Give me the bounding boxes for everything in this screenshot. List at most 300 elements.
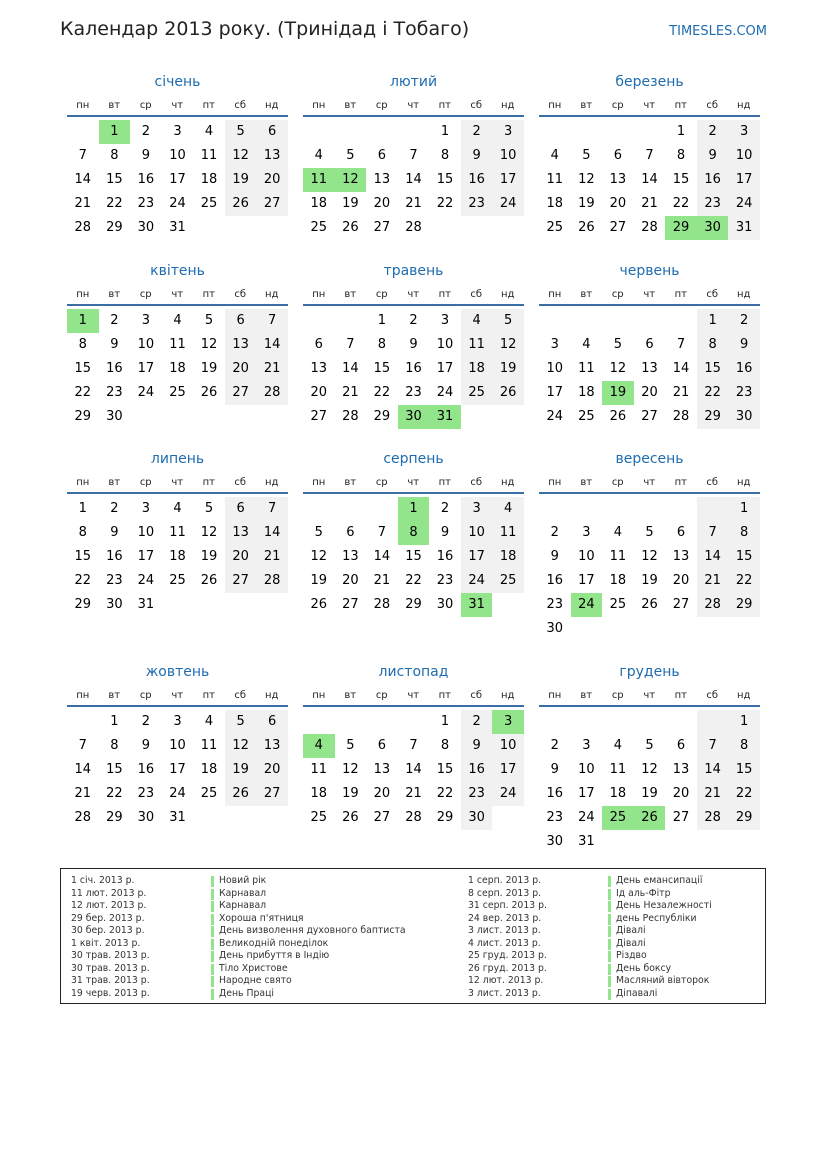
day-cell-empty xyxy=(303,497,335,521)
day-cell: 1 xyxy=(110,714,119,729)
day-cell: 17 xyxy=(137,361,155,376)
weekday-label: ср xyxy=(139,689,152,701)
weekday-label: вт xyxy=(580,99,593,111)
day-cell: 8 xyxy=(440,738,450,753)
day-cell: 14 xyxy=(641,172,658,187)
day-cell: 12 xyxy=(310,549,328,564)
holiday-day-cell: 24 xyxy=(571,593,603,617)
week-row xyxy=(303,120,524,144)
month-block xyxy=(539,449,760,641)
day-cell: 14 xyxy=(74,172,92,187)
holiday-date: 31 серп. 2013 р. xyxy=(468,900,547,911)
day-cell: 22 xyxy=(106,196,123,211)
day-cell: 6 xyxy=(314,337,323,352)
day-cell: 21 xyxy=(641,196,658,211)
weekday-label: чт xyxy=(643,288,656,300)
day-cell-empty xyxy=(492,216,524,240)
legend-row xyxy=(71,975,406,988)
week-row xyxy=(67,593,288,617)
day-cell: 7 xyxy=(409,738,418,753)
week-row xyxy=(539,309,760,333)
day-cell: 28 xyxy=(672,409,690,424)
day-cell: 18 xyxy=(310,786,328,801)
weekday-header xyxy=(539,685,760,707)
day-cell: 29 xyxy=(373,409,391,424)
day-cell: 16 xyxy=(106,549,123,564)
day-cell: 19 xyxy=(641,786,658,801)
day-cell: 19 xyxy=(641,573,658,588)
week-row xyxy=(67,806,288,830)
day-cell: 17 xyxy=(436,361,454,376)
week-row xyxy=(303,545,524,569)
week-row xyxy=(303,192,524,216)
site-link[interactable]: TIMESLES.COM xyxy=(669,24,767,39)
day-cell: 15 xyxy=(74,549,92,564)
day-cell: 1 xyxy=(728,497,760,521)
weekday-label: сб xyxy=(470,476,483,488)
legend-row xyxy=(468,975,712,988)
day-cell: 25 xyxy=(492,569,524,593)
day-cell: 28 xyxy=(256,569,288,593)
weekday-label: пт xyxy=(202,99,215,111)
legend-column-left xyxy=(71,875,406,1000)
day-cell: 1 xyxy=(728,710,760,734)
day-cell: 24 xyxy=(137,573,155,588)
day-cell: 16 xyxy=(461,168,493,192)
day-cell: 22 xyxy=(74,385,92,400)
day-cell-empty xyxy=(571,120,603,144)
day-cell: 24 xyxy=(436,385,454,400)
day-cell: 15 xyxy=(672,172,690,187)
day-cell: 2 xyxy=(110,313,119,328)
holiday-name: День прибуття в Індію xyxy=(219,950,330,961)
day-cell: 28 xyxy=(74,810,92,825)
day-cell-empty xyxy=(429,216,461,240)
day-cell: 1 xyxy=(377,313,387,328)
week-row xyxy=(67,357,288,381)
day-cell: 13 xyxy=(672,762,690,777)
weekday-header xyxy=(67,685,288,707)
day-cell: 29 xyxy=(106,810,123,825)
day-cell: 26 xyxy=(641,597,658,612)
day-cell-empty xyxy=(697,617,729,641)
day-cell: 31 xyxy=(137,597,155,612)
week-row xyxy=(539,216,760,240)
day-cell: 28 xyxy=(641,220,658,235)
holiday-date: 1 квіт. 2013 р. xyxy=(71,937,141,949)
day-cell: 20 xyxy=(310,385,328,400)
day-cell-empty xyxy=(303,309,335,333)
week-row xyxy=(303,782,524,806)
day-cell: 15 xyxy=(697,357,729,381)
day-cell: 27 xyxy=(256,782,288,806)
day-cell: 22 xyxy=(106,786,123,801)
weekday-label: вт xyxy=(108,689,121,701)
day-cell: 13 xyxy=(256,144,288,168)
weekday-label: вт xyxy=(108,288,121,300)
week-row xyxy=(67,144,288,168)
day-cell: 17 xyxy=(578,573,595,588)
day-cell-empty xyxy=(193,593,225,617)
day-cell-empty xyxy=(634,497,666,521)
day-cell: 11 xyxy=(609,762,627,777)
weekday-label: пн xyxy=(548,288,562,300)
week-row xyxy=(67,710,288,734)
day-cell: 16 xyxy=(546,786,564,801)
day-cell: 2 xyxy=(409,313,418,328)
day-cell: 27 xyxy=(373,810,391,825)
weekday-label: вт xyxy=(108,476,121,488)
day-cell: 18 xyxy=(200,172,218,187)
holiday-marker xyxy=(211,914,214,925)
week-row xyxy=(303,405,524,429)
page-title: Календар 2013 року. (Тринідад і Тобаго) xyxy=(60,18,470,40)
week-row xyxy=(67,758,288,782)
weekday-label: пн xyxy=(76,689,90,701)
week-row xyxy=(303,144,524,168)
day-cell-empty xyxy=(461,405,493,429)
weekday-label: пт xyxy=(202,689,215,701)
day-cell: 7 xyxy=(256,309,288,333)
month-block xyxy=(539,662,760,854)
day-cell: 17 xyxy=(169,762,186,777)
day-cell: 5 xyxy=(582,148,591,163)
day-cell-empty xyxy=(602,497,634,521)
day-cell: 4 xyxy=(204,124,214,139)
day-cell-empty xyxy=(697,830,729,854)
week-row xyxy=(539,830,760,854)
weekday-label: пт xyxy=(674,288,687,300)
holiday-name: Дівалі xyxy=(616,925,646,936)
weekday-label: ср xyxy=(375,476,388,488)
day-cell: 29 xyxy=(405,597,422,612)
day-cell: 14 xyxy=(256,333,288,357)
weekday-label: сб xyxy=(470,99,483,111)
day-cell: 17 xyxy=(137,549,155,564)
weekday-label: ср xyxy=(611,476,624,488)
day-cell: 9 xyxy=(440,525,450,540)
week-row xyxy=(539,120,760,144)
legend-row xyxy=(468,888,712,901)
day-cell: 26 xyxy=(310,597,328,612)
day-cell: 10 xyxy=(728,144,760,168)
day-cell: 31 xyxy=(169,810,186,825)
day-cell: 5 xyxy=(225,120,257,144)
day-cell: 12 xyxy=(641,762,658,777)
legend-row xyxy=(71,950,406,963)
day-cell-empty xyxy=(728,617,760,641)
weekday-label: ср xyxy=(611,99,624,111)
day-cell: 12 xyxy=(225,734,257,758)
week-row xyxy=(67,545,288,569)
day-cell: 5 xyxy=(613,337,623,352)
legend-row xyxy=(71,900,406,913)
weekday-header xyxy=(303,685,524,707)
weekday-label: нд xyxy=(737,99,751,111)
day-cell-empty xyxy=(571,710,603,734)
day-cell: 7 xyxy=(377,525,387,540)
holiday-name: Великодній понеділок xyxy=(219,937,329,949)
day-cell: 17 xyxy=(578,786,595,801)
weekday-label: пн xyxy=(548,476,562,488)
week-row xyxy=(67,782,288,806)
month-name: липень xyxy=(150,451,205,467)
day-cell: 19 xyxy=(200,361,218,376)
day-cell: 22 xyxy=(74,573,92,588)
week-row xyxy=(539,381,760,405)
day-cell-empty xyxy=(728,830,760,854)
week-row xyxy=(539,333,760,357)
day-cell: 17 xyxy=(728,168,760,192)
day-cell: 21 xyxy=(697,569,729,593)
week-row xyxy=(539,806,760,830)
day-cell: 28 xyxy=(405,220,422,235)
month-name: лютий xyxy=(389,74,438,90)
holiday-marker xyxy=(608,876,611,887)
day-cell: 6 xyxy=(377,738,387,753)
week-row xyxy=(67,569,288,593)
day-cell: 4 xyxy=(173,501,182,516)
day-cell: 30 xyxy=(546,834,564,849)
day-cell-empty xyxy=(602,710,634,734)
month-block xyxy=(67,449,288,617)
day-cell: 21 xyxy=(342,385,359,400)
holiday-name: день Республіки xyxy=(616,912,697,924)
weekday-label: сб xyxy=(234,689,247,701)
day-cell: 26 xyxy=(342,220,359,235)
week-row xyxy=(67,333,288,357)
day-cell: 23 xyxy=(461,782,493,806)
week-row xyxy=(67,192,288,216)
day-cell-empty xyxy=(335,120,367,144)
week-row xyxy=(67,734,288,758)
day-cell-empty xyxy=(492,806,524,830)
weekday-label: пт xyxy=(202,288,215,300)
holiday-day-cell: 1 xyxy=(99,120,131,144)
day-cell-empty xyxy=(162,405,194,429)
day-cell: 9 xyxy=(461,144,493,168)
weekday-label: пт xyxy=(674,689,687,701)
day-cell: 27 xyxy=(672,597,690,612)
weekday-label: ср xyxy=(611,689,624,701)
day-cell-empty xyxy=(602,309,634,333)
day-cell-empty xyxy=(539,497,571,521)
day-cell: 14 xyxy=(672,361,690,376)
day-cell: 14 xyxy=(373,549,391,564)
day-cell: 30 xyxy=(461,806,493,830)
day-cell-empty xyxy=(225,216,257,240)
week-row xyxy=(67,497,288,521)
day-cell: 2 xyxy=(440,501,450,516)
day-cell: 9 xyxy=(409,337,418,352)
day-cell-empty xyxy=(366,710,398,734)
week-row xyxy=(303,216,524,240)
weekday-label: пн xyxy=(76,288,90,300)
day-cell: 26 xyxy=(200,385,218,400)
day-cell: 24 xyxy=(137,385,155,400)
week-row xyxy=(303,569,524,593)
holiday-day-cell: 11 xyxy=(303,168,335,192)
holiday-day-cell: 30 xyxy=(398,405,430,429)
day-cell: 14 xyxy=(342,361,359,376)
day-cell: 18 xyxy=(169,361,186,376)
day-cell: 11 xyxy=(310,762,328,777)
day-cell: 10 xyxy=(137,337,155,352)
week-row xyxy=(539,168,760,192)
weekday-label: пн xyxy=(312,99,326,111)
day-cell: 7 xyxy=(697,734,729,758)
month-name: травень xyxy=(383,263,444,279)
day-cell: 13 xyxy=(342,549,359,564)
week-row xyxy=(539,593,760,617)
legend-row xyxy=(71,938,406,951)
day-cell-empty xyxy=(665,309,697,333)
weekday-label: пн xyxy=(76,476,90,488)
weekday-label: чт xyxy=(643,476,656,488)
day-cell: 29 xyxy=(697,405,729,429)
day-cell: 16 xyxy=(106,361,123,376)
day-cell: 19 xyxy=(225,168,257,192)
month-name: червень xyxy=(619,263,680,279)
legend-row xyxy=(468,875,712,888)
day-cell: 12 xyxy=(200,337,218,352)
day-cell: 3 xyxy=(582,525,591,540)
day-cell: 21 xyxy=(405,786,422,801)
day-cell: 26 xyxy=(609,409,627,424)
day-cell: 1 xyxy=(440,714,450,729)
day-cell: 14 xyxy=(697,545,729,569)
holiday-date: 26 груд. 2013 р. xyxy=(468,962,547,974)
day-cell: 30 xyxy=(436,597,454,612)
day-cell-empty xyxy=(665,830,697,854)
holiday-name: Дівалі xyxy=(616,937,646,949)
day-cell: 6 xyxy=(256,710,288,734)
weekday-label: сб xyxy=(470,689,483,701)
day-cell: 7 xyxy=(256,497,288,521)
day-cell: 25 xyxy=(310,810,328,825)
weekday-label: ср xyxy=(611,288,624,300)
day-cell-empty xyxy=(539,309,571,333)
weekday-label: пт xyxy=(674,99,687,111)
day-cell: 11 xyxy=(492,521,524,545)
day-cell: 5 xyxy=(645,525,654,540)
weekday-label: вт xyxy=(580,689,593,701)
day-cell: 24 xyxy=(492,192,524,216)
weekday-label: пн xyxy=(312,689,326,701)
day-cell: 23 xyxy=(728,381,760,405)
day-cell: 14 xyxy=(74,762,92,777)
day-cell: 17 xyxy=(546,385,564,400)
day-cell: 19 xyxy=(310,573,328,588)
weekday-label: пт xyxy=(438,689,451,701)
day-cell: 12 xyxy=(200,525,218,540)
holiday-marker xyxy=(211,889,214,900)
holiday-date: 3 лист. 2013 р. xyxy=(468,987,541,999)
day-cell: 9 xyxy=(728,333,760,357)
weekday-label: сб xyxy=(706,99,719,111)
holiday-day-cell: 1 xyxy=(398,497,430,521)
weekday-label: чт xyxy=(407,476,420,488)
day-cell: 16 xyxy=(461,758,493,782)
holiday-name: Різдво xyxy=(616,950,647,961)
legend-row xyxy=(468,938,712,951)
day-cell-empty xyxy=(571,497,603,521)
week-row xyxy=(539,734,760,758)
day-cell: 4 xyxy=(461,309,493,333)
day-cell: 29 xyxy=(74,597,92,612)
day-cell: 22 xyxy=(405,573,422,588)
month-block xyxy=(303,449,524,617)
day-cell-empty xyxy=(634,309,666,333)
day-cell-empty xyxy=(162,593,194,617)
day-cell: 8 xyxy=(440,148,450,163)
week-row xyxy=(539,617,760,641)
day-cell: 4 xyxy=(582,337,591,352)
day-cell: 13 xyxy=(672,549,690,564)
day-cell: 31 xyxy=(169,220,186,235)
day-cell: 27 xyxy=(225,569,257,593)
day-cell: 8 xyxy=(110,148,119,163)
legend-row xyxy=(468,925,712,938)
day-cell: 20 xyxy=(342,573,359,588)
day-cell: 3 xyxy=(728,120,760,144)
day-cell-empty xyxy=(303,120,335,144)
day-cell: 28 xyxy=(373,597,391,612)
holiday-day-cell: 31 xyxy=(429,405,461,429)
day-cell: 20 xyxy=(256,758,288,782)
day-cell: 18 xyxy=(609,786,627,801)
day-cell: 4 xyxy=(613,525,623,540)
day-cell: 13 xyxy=(373,762,391,777)
day-cell: 21 xyxy=(74,786,92,801)
day-cell-empty xyxy=(366,120,398,144)
day-cell: 2 xyxy=(461,710,493,734)
day-cell: 2 xyxy=(141,714,151,729)
day-cell: 8 xyxy=(728,734,760,758)
day-cell: 1 xyxy=(78,501,87,516)
day-cell-empty xyxy=(398,120,430,144)
day-cell: 20 xyxy=(373,196,391,211)
weekday-label: нд xyxy=(737,288,751,300)
day-cell-empty xyxy=(492,593,524,617)
legend-row xyxy=(468,963,712,976)
weekday-label: вт xyxy=(344,689,357,701)
weekday-label: нд xyxy=(737,689,751,701)
holiday-date: 31 трав. 2013 р. xyxy=(71,975,150,986)
day-cell: 24 xyxy=(546,409,564,424)
week-row xyxy=(539,405,760,429)
day-cell-empty xyxy=(571,309,603,333)
day-cell: 18 xyxy=(578,385,595,400)
day-cell: 9 xyxy=(461,734,493,758)
day-cell: 11 xyxy=(200,148,218,163)
week-row xyxy=(539,569,760,593)
day-cell: 22 xyxy=(728,782,760,806)
day-cell: 11 xyxy=(169,337,186,352)
day-cell: 27 xyxy=(310,409,328,424)
day-cell: 21 xyxy=(373,573,391,588)
day-cell-empty xyxy=(366,497,398,521)
day-cell: 16 xyxy=(436,549,454,564)
weekday-header xyxy=(67,95,288,117)
weekday-label: вт xyxy=(344,288,357,300)
day-cell-empty xyxy=(193,806,225,830)
month-block xyxy=(303,72,524,240)
day-cell: 23 xyxy=(106,573,123,588)
day-cell: 5 xyxy=(204,501,214,516)
day-cell: 3 xyxy=(492,120,524,144)
holiday-marker xyxy=(608,926,611,937)
